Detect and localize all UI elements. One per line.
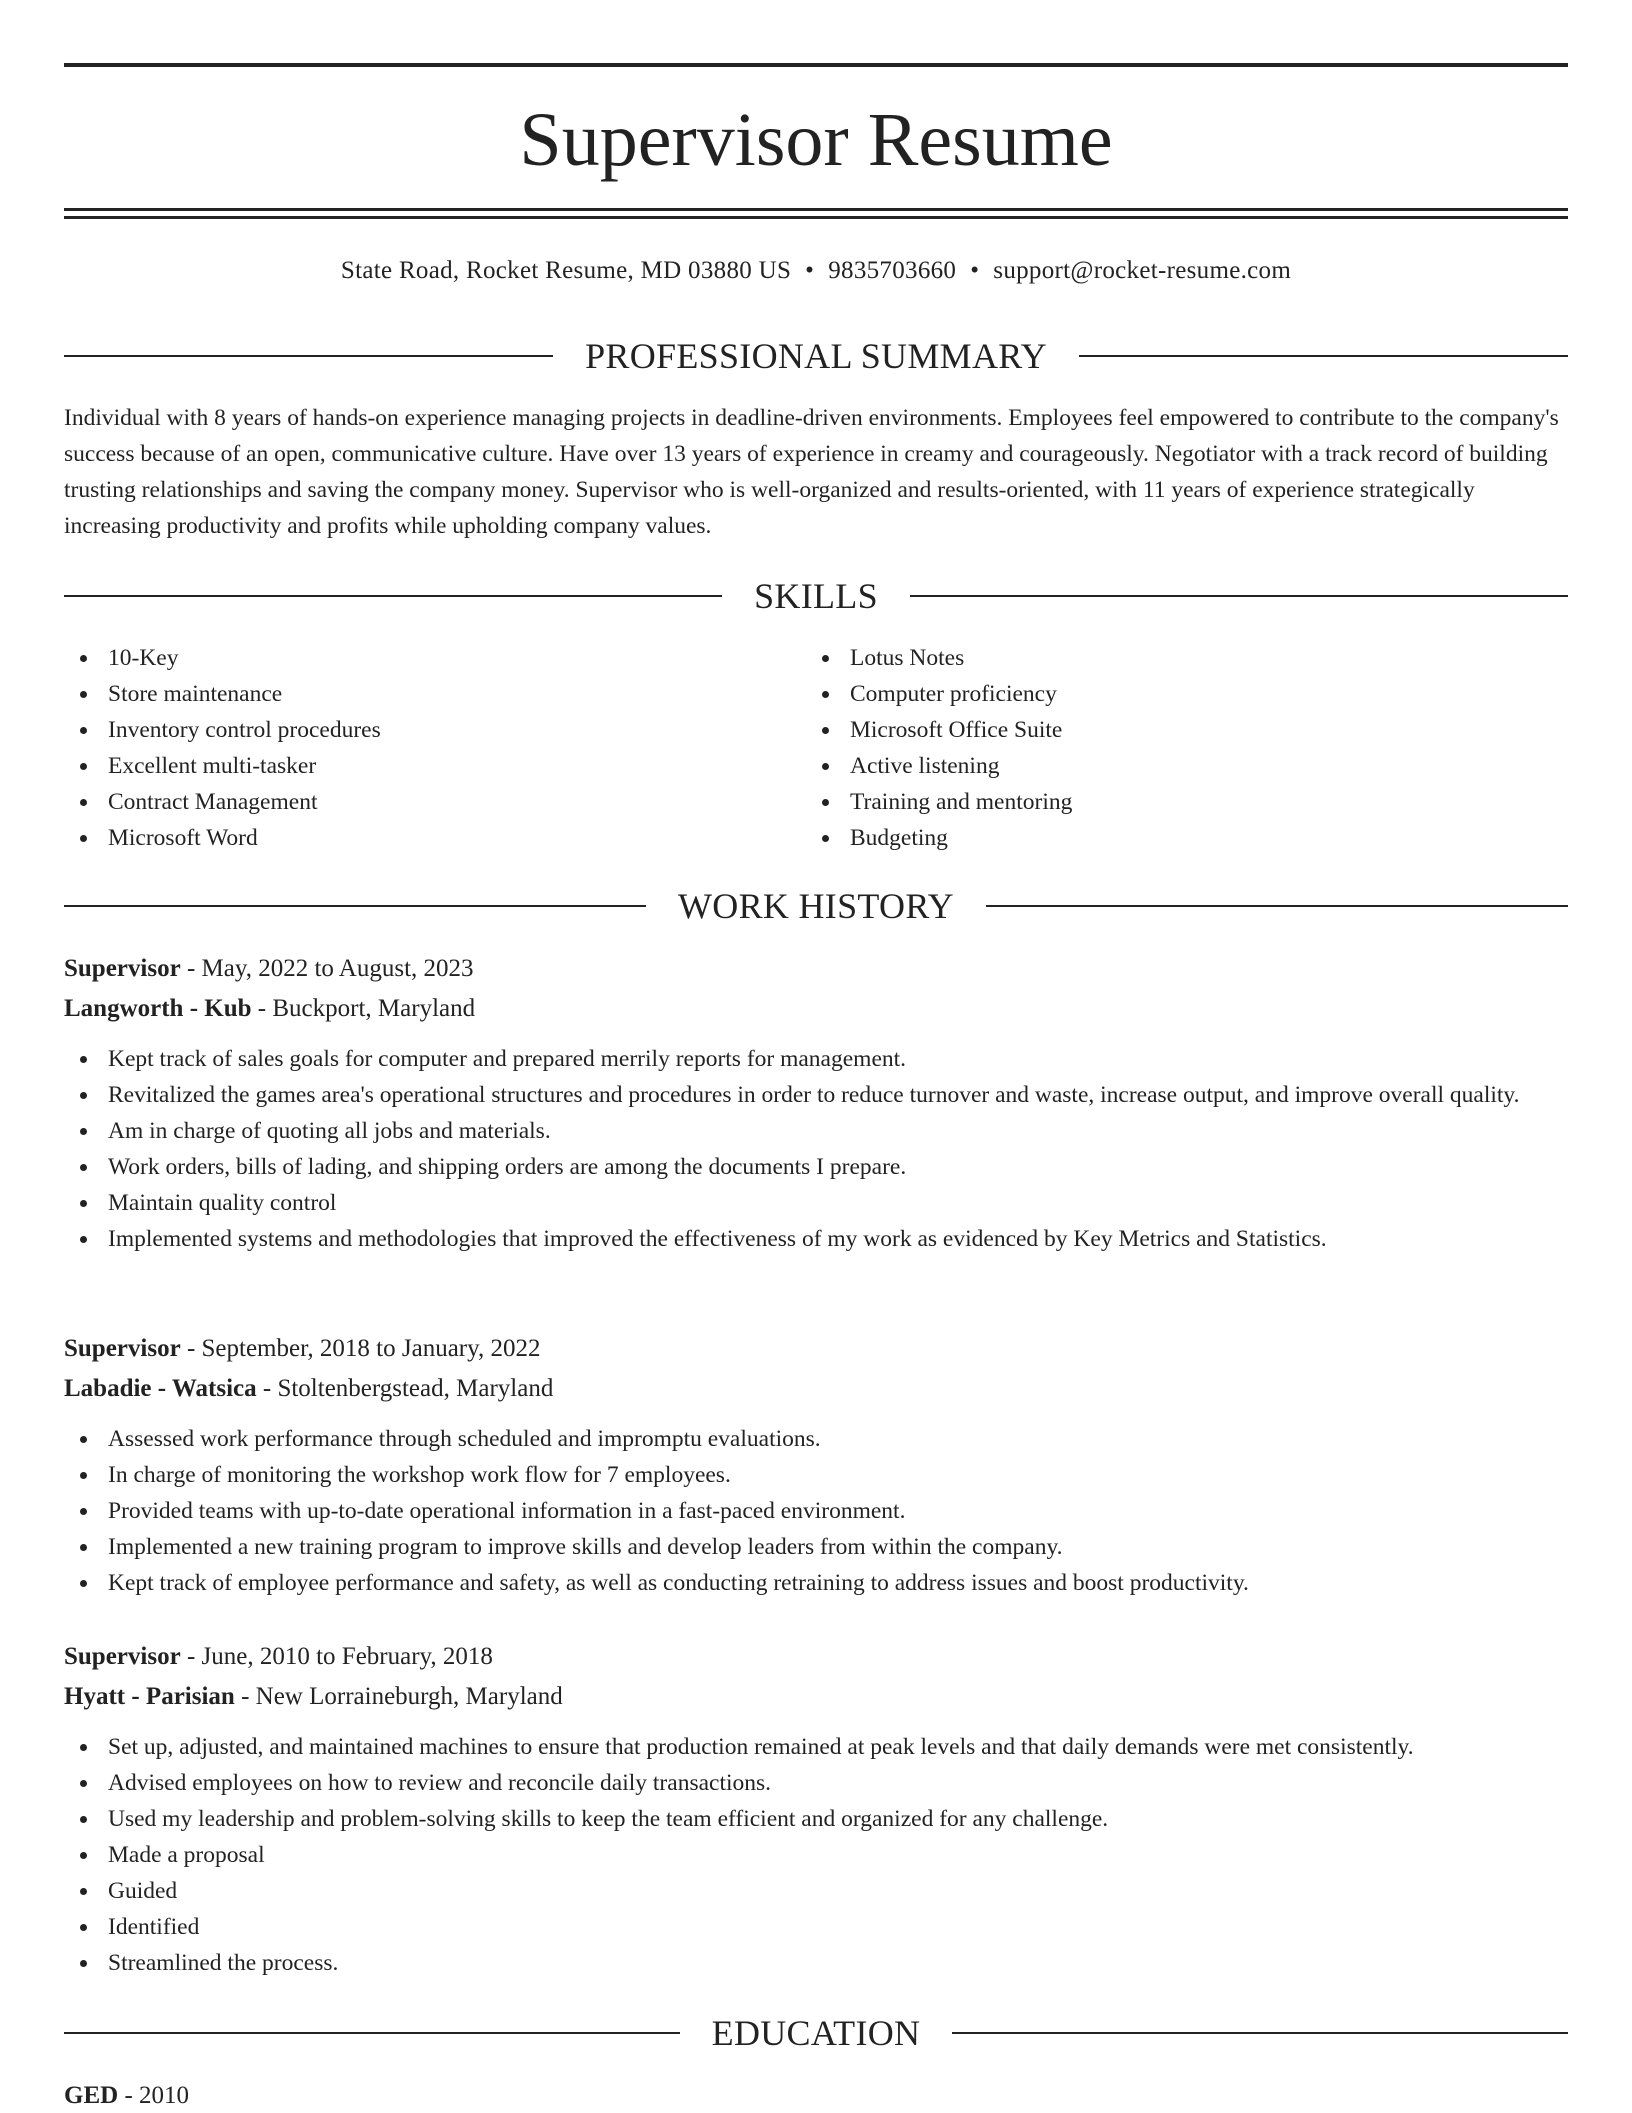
job-title: Supervisor — [64, 955, 181, 982]
job-bullet: Used my leadership and problem-solving skills to keep the team efficient and organized for any challenge. — [64, 1801, 1568, 1837]
section-rule-right — [986, 905, 1568, 907]
skill-item: Store maintenance — [64, 676, 764, 712]
job-location: New Lorraineburgh, Maryland — [255, 1683, 563, 1710]
section-rule-left — [64, 355, 553, 357]
skill-item: Active listening — [806, 748, 1506, 784]
section-rule-right — [910, 595, 1568, 597]
dash: - — [257, 995, 267, 1022]
job-bullet: Provided teams with up-to-date operational information in a fast-paced environment. — [64, 1493, 1568, 1529]
job-bullet: Made a proposal — [64, 1837, 1568, 1873]
skill-item: Computer proficiency — [806, 676, 1506, 712]
job-bullet: Streamlined the process. — [64, 1945, 1568, 1981]
section-title-skills: SKILLS — [754, 576, 878, 616]
dash: - — [186, 1335, 196, 1362]
job-bullet: Guided — [64, 1873, 1568, 1909]
job-company-line — [64, 1369, 1568, 1409]
skill-item: Inventory control procedures — [64, 712, 764, 748]
job-dates: May, 2022 to August, 2023 — [201, 955, 474, 982]
job-bullet: Kept track of sales goals for computer and prepared merrily reports for management. — [64, 1041, 1568, 1077]
job-title: Supervisor — [64, 1643, 181, 1670]
education-year: 2010 — [139, 2082, 190, 2109]
section-header-skills — [64, 573, 1568, 619]
job-bullets — [64, 1041, 1568, 1257]
job-bullet: Revitalized the games area's operational structures and procedures in order to reduce turnover and waste, increase output, and improve overall quality. — [64, 1077, 1568, 1113]
contact-line — [64, 254, 1568, 288]
contact-separator: • — [970, 257, 980, 284]
skill-item: Budgeting — [806, 820, 1506, 856]
section-header-summary — [64, 333, 1568, 379]
job-company: Hyatt - Parisian — [64, 1683, 235, 1710]
job-bullet: Implemented a new training program to improve skills and develop leaders from within the company. — [64, 1529, 1568, 1565]
section-rule-left — [64, 2032, 680, 2034]
job-bullet: Maintain quality control — [64, 1185, 1568, 1221]
job-bullet: Am in charge of quoting all jobs and materials. — [64, 1113, 1568, 1149]
job-entry — [64, 949, 1568, 1257]
skill-item: Excellent multi-tasker — [64, 748, 764, 784]
job-bullet: Identified — [64, 1909, 1568, 1945]
job-bullet: Advised employees on how to review and reconcile daily transactions. — [64, 1765, 1568, 1801]
summary-text: Individual with 8 years of hands-on experience managing projects in deadline-driven environments. Employees feel empowered to contribute to the company's success because of an open, communicative culture. Have over 13 years of experience in creamy and courageously. Negotiator with a track record of building trusting relationships and saving the company money. Supervisor who is well-organized and results-oriented, with 11 years of experience strategically increasing productivity and profits while upholding company values. — [64, 405, 1559, 539]
section-header-work — [64, 883, 1568, 929]
header-double-rule-upper — [64, 208, 1568, 211]
contact-address: State Road, Rocket Resume, MD 03880 US — [340, 257, 792, 284]
job-entry — [64, 1637, 1568, 1981]
contact-separator: • — [805, 257, 815, 284]
job-location: Buckport, Maryland — [272, 995, 476, 1022]
dash: - — [262, 1375, 272, 1402]
skill-item: Microsoft Word — [64, 820, 764, 856]
job-bullet: Set up, adjusted, and maintained machines to ensure that production remained at peak levels and that daily demands were met consistently. — [64, 1729, 1568, 1765]
section-rule-right — [1079, 355, 1568, 357]
section-rule-right — [952, 2032, 1568, 2034]
job-company-line — [64, 1677, 1568, 1717]
dash: - — [124, 2082, 133, 2109]
section-title-summary: PROFESSIONAL SUMMARY — [585, 336, 1047, 376]
skill-item: 10-Key — [64, 640, 764, 676]
dash: - — [186, 955, 196, 982]
job-title: Supervisor — [64, 1335, 181, 1362]
skills-list-right — [806, 640, 1506, 856]
job-company: Langworth - Kub — [64, 995, 252, 1022]
section-rule-left — [64, 905, 646, 907]
skill-item: Microsoft Office Suite — [806, 712, 1506, 748]
job-bullet: In charge of monitoring the workshop work flow for 7 employees. — [64, 1457, 1568, 1493]
job-bullet: Implemented systems and methodologies that improved the effectiveness of my work as evidenced by Key Metrics and Statistics. — [64, 1221, 1568, 1257]
job-dates: September, 2018 to January, 2022 — [201, 1335, 541, 1362]
contact-email: support@rocket-resume.com — [993, 257, 1292, 284]
education-degree: GED — [64, 2082, 119, 2109]
job-entry — [64, 1329, 1568, 1601]
header-double-rule-lower — [64, 216, 1568, 219]
skill-item: Lotus Notes — [806, 640, 1506, 676]
job-title-line — [64, 1329, 1568, 1369]
job-bullets — [64, 1729, 1568, 1981]
job-title-line — [64, 1637, 1568, 1677]
job-dates: June, 2010 to February, 2018 — [201, 1643, 493, 1670]
section-title-work: WORK HISTORY — [678, 886, 954, 926]
section-title-education: EDUCATION — [711, 2013, 921, 2053]
education-entry — [64, 2079, 1568, 2113]
job-company-line — [64, 989, 1568, 1029]
contact-phone: 9835703660 — [828, 257, 957, 284]
job-title-line — [64, 949, 1568, 989]
job-bullet: Assessed work performance through scheduled and impromptu evaluations. — [64, 1421, 1568, 1457]
job-location: Stoltenbergstead, Maryland — [277, 1375, 554, 1402]
resume-title: Supervisor Resume — [519, 98, 1113, 182]
skills-list-left — [64, 640, 764, 856]
section-rule-left — [64, 595, 722, 597]
job-bullets — [64, 1421, 1568, 1601]
job-bullet: Kept track of employee performance and safety, as well as conducting retraining to address issues and boost productivity. — [64, 1565, 1568, 1601]
dash: - — [186, 1643, 196, 1670]
job-company: Labadie - Watsica — [64, 1375, 257, 1402]
dash: - — [241, 1683, 250, 1710]
skill-item: Contract Management — [64, 784, 764, 820]
section-header-education — [64, 2010, 1568, 2056]
skill-item: Training and mentoring — [806, 784, 1506, 820]
job-bullet: Work orders, bills of lading, and shipping orders are among the documents I prepare. — [64, 1149, 1568, 1185]
header-top-rule — [64, 63, 1568, 67]
